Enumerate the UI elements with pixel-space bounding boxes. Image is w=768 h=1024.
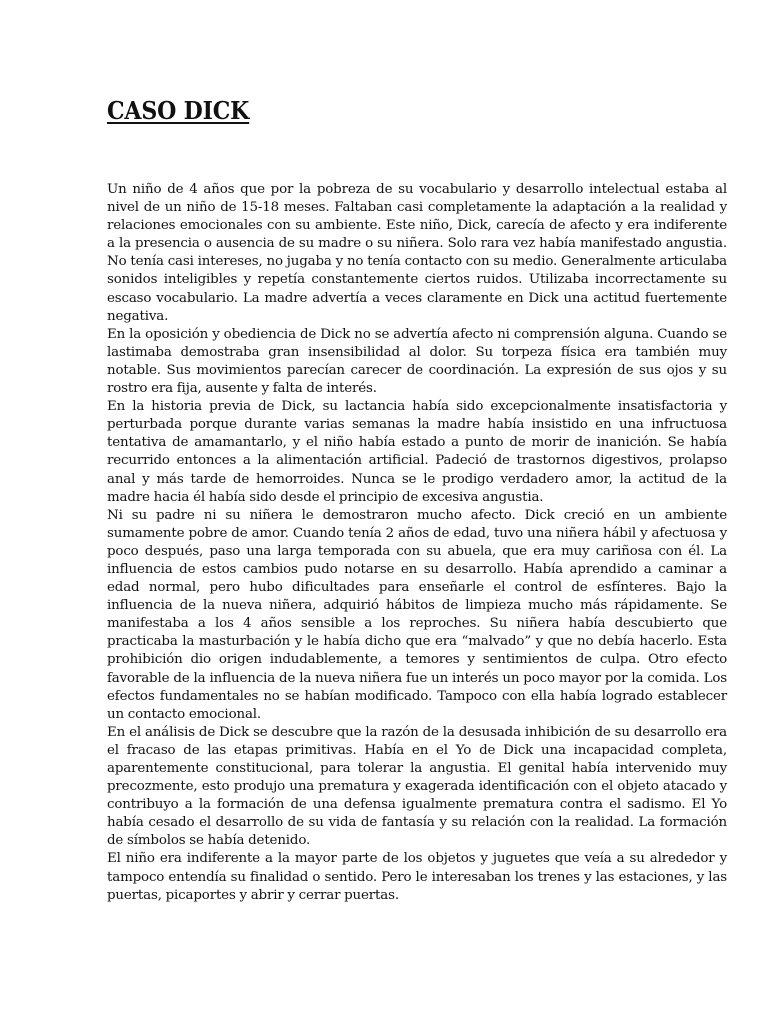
document-body bbox=[107, 181, 727, 905]
paragraph-2: En la oposición y obediencia de Dick no se advertía afecto ni comprensión alguna. Cuando se lastimaba demostraba gran insensibilidad al dolor. Su torpeza física era también muy notable. Sus movimientos parecían carecer de coordinación. La expresión de sus ojos y su rostro era fija, ausente y falta de interés. bbox=[107, 326, 727, 397]
paragraph-6: El niño era indiferente a la mayor parte de los objetos y juguetes que veía a su alrededor y tampoco entendía su finalidad o sentido. Pero le interesaban los trenes y las estaciones, y las puertas, picaportes y abrir y cerrar puertas. bbox=[107, 851, 727, 903]
paragraph-4: Ni su padre ni su niñera le demostraron mucho afecto. Dick creció en un ambiente sumamente pobre de amor. Cuando tenía 2 años de edad, tuvo una niñera hábil y afectuosa y poco después, paso una larga temporada con su abuela, que era muy cariñosa con él. La influencia de estos cambios pudo notarse en su desarrollo. Había aprendido a caminar a edad normal, pero hubo dificultades para enseñarle el control de esfínteres. Bajo la influencia de la nueva niñera, adquirió hábitos de limpieza mucho más rápidamente. Se manifestaba a los 4 años sensible a los reproches. Su niñera había descubierto que practicaba la masturbación y le había dicho que era “malvado” y que no debía hacerlo. Esta prohibición dio origen indudablemente, a temores y sentimientos de culpa. Otro efecto favorable de la influencia de la nueva niñera fue un interés un poco mayor por la comida. Los efectos fundamentales no se habían modificado. Tampoco con ella había logrado establecer un contacto emocional. bbox=[107, 507, 727, 722]
paragraph-5: En el análisis de Dick se descubre que la razón de la desusada inhibición de su desarrollo era el fracaso de las etapas primitivas. Había en el Yo de Dick una incapacidad completa, aparentemente constitucional, para tolerar la angustia. El genital había intervenido muy precozmente, esto produjo una prematura y exagerada identificación con el objeto atacado y contribuyo a la formación de una defensa igualmente prematura contra el sadismo. El Yo había cesado el desarrollo de su vida de fantasía y su relación con la realidad. La formación de símbolos se había detenido. bbox=[107, 724, 727, 849]
paragraph-3: En la historia previa de Dick, su lactancia había sido excepcionalmente insatisfactoria y perturbada porque durante varias semanas la madre había insistido en una infructuosa tentativa de amamantarlo, y el niño había estado a punto de morir de inanición. Se había recurrido entonces a la alimentación artificial. Padeció de trastornos digestivos, prolapso anal y más tarde de hemorroides. Nunca se le prodigo verdadero amor, la actitud de la madre hacia él había sido desde el principio de excesiva angustia. bbox=[107, 399, 727, 505]
paragraph-1: Un niño de 4 años que por la pobreza de su vocabulario y desarrollo intelectual estaba al nivel de un niño de 15-18 meses. Faltaban casi completamente la adaptación a la realidad y relaciones emocionales con su ambiente. Este niño, Dick, carecía de afecto y era indiferente a la presencia o ausencia de su madre o su niñera. Solo rara vez había manifestado angustia. No tenía casi intereses, no jugaba y no tenía contacto con su medio. Generalmente articulaba sonidos inteligibles y repetía constantemente ciertos ruidos. Utilizaba incorrectamente su escaso vocabulario. La madre advertía a veces claramente en Dick una actitud fuertemente negativa. bbox=[107, 182, 727, 324]
document-title: CASO DICK bbox=[107, 96, 250, 125]
